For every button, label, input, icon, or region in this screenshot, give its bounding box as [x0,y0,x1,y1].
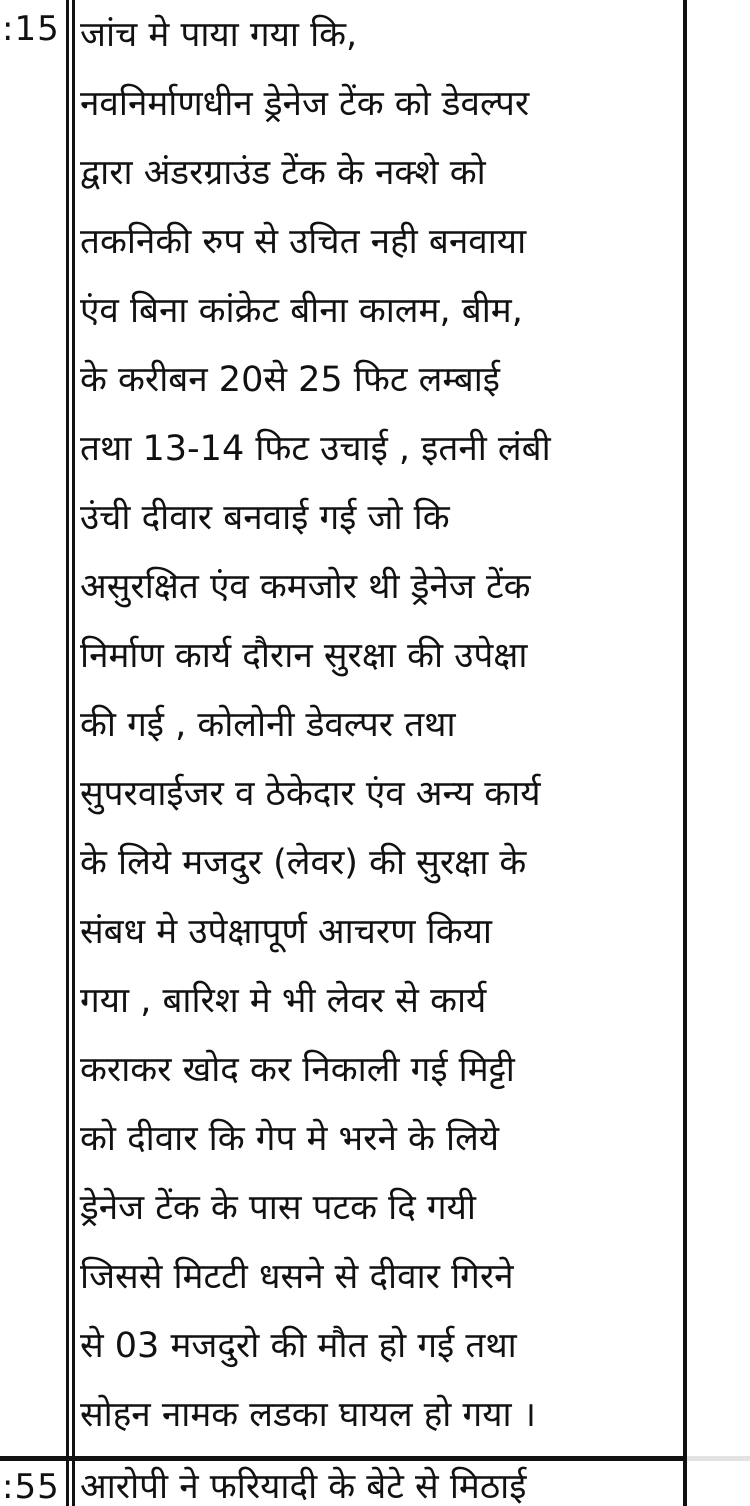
column-divider-left-outer [66,0,69,1506]
description-line: सोहन नामक लडका घायल हो गया । [80,1395,536,1435]
description-line: तथा 13-14 फिट उचाई , इतनी लंबी [80,429,551,469]
description-line: की गई , कोलोनी डेवल्पर तथा [80,705,456,745]
next-row-first-line: आरोपी ने फरियादी के बेटे से मिठाई [80,1467,527,1506]
description-line: ड्रेनेज टेंक के पास पटक दि गयी [80,1188,476,1228]
description-line: तकनिकी रुप से उचित नही बनवाया [80,222,527,262]
description-line: कराकर खोद कर निकाली गई मिट्टी [80,1050,515,1090]
description-line: जिससे मिटटी धसने से दीवार गिरने [80,1257,514,1297]
description-line: नवनिर्माणधीन ड्रेनेज टेंक को डेवल्पर [80,84,530,124]
column-divider-left-inner [72,0,75,1506]
description-line: निर्माण कार्य दौरान सुरक्षा की उपेक्षा [80,636,528,676]
description-line: को दीवार कि गेप मे भरने के लिये [80,1119,500,1159]
row-divider-shadow [687,1456,750,1461]
description-line: गया , बारिश मे भी लेवर से कार्य [80,981,487,1021]
time-fragment-row2: :55 [2,1467,60,1506]
description-line: उंची दीवार बनवाई गई जो कि [80,498,450,538]
time-column [0,0,68,1506]
time-fragment-row1: :15 [2,9,60,49]
description-line: एंव बिना कांक्रेट बीना कालम, बीम, [80,291,523,331]
description-line: संबध मे उपेक्षापूर्ण आचरण किया [80,912,492,952]
description-line: द्वारा अंडरग्राउंड टेंक के नक्शे को [80,153,486,193]
description-line: असुरक्षित एंव कमजोर थी ड्रेनेज टेंक [80,567,531,607]
column-divider-right [683,0,687,1506]
description-line: के लिये मजदुर (लेवर) की सुरक्षा के [80,843,527,883]
description-line: जांच मे पाया गया कि, [80,15,358,55]
description-line: के करीबन 20से 25 फिट लम्बाई [80,360,500,400]
description-line: से 03 मजदुरो की मौत हो गई तथा [80,1326,517,1366]
row-divider [0,1456,690,1461]
description-line: सुपरवाईजर व ठेकेदार एंव अन्य कार्य [80,774,541,814]
